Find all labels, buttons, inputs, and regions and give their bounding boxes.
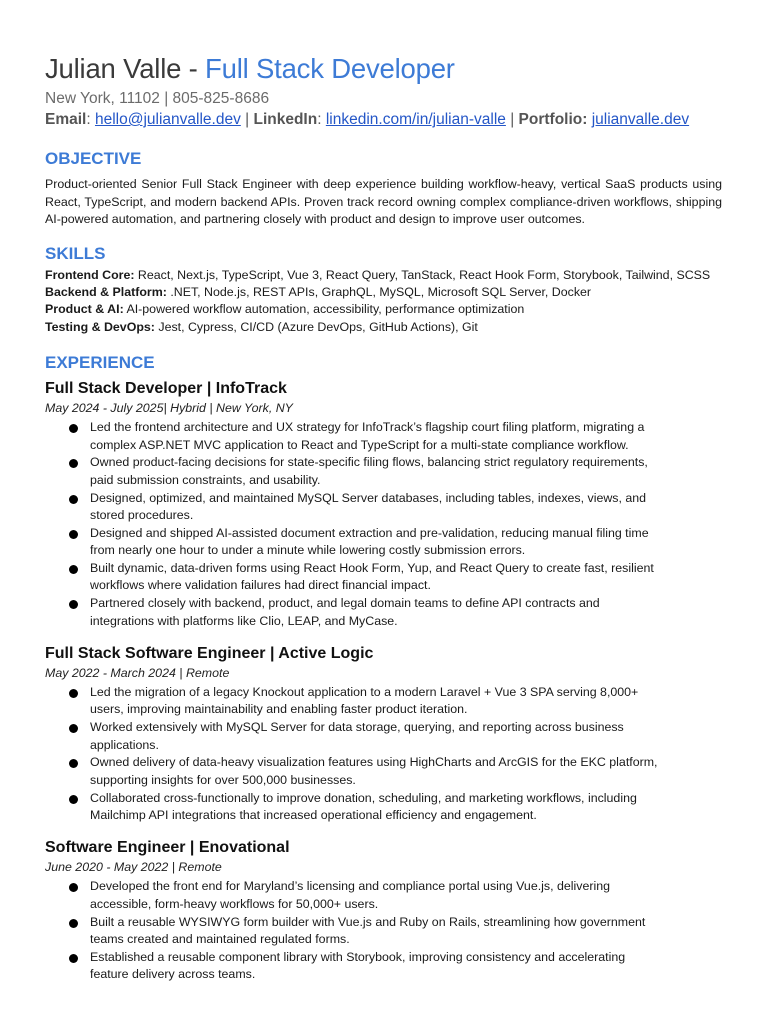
skill-value: AI-powered workflow automation, accessibility, performance optimization — [123, 302, 525, 317]
bullet-text: Designed and shipped AI-assisted document extraction and pre-validation, reducing manual filing time from nearly one hour to under a minute while lowering costly submission errors. — [90, 525, 649, 558]
bullet-icon — [69, 954, 78, 963]
job-title: Full Stack Software Engineer | Active Logic — [45, 644, 374, 662]
name-separator: - — [181, 53, 206, 84]
bullet-text: Owned product-facing decisions for state-specific filing flows, balancing strict regulatory requirements, paid submission constraints, and usability. — [90, 455, 648, 487]
bullet-text: Established a reusable component library with Storybook, improving consistency and accelerating feature delivery across teams. — [90, 949, 626, 982]
list-item — [45, 754, 722, 789]
skills-heading: SKILLS — [45, 243, 106, 263]
skill-label: Testing & DevOps: — [45, 319, 155, 334]
experience-heading: EXPERIENCE — [45, 353, 155, 373]
list-item — [45, 454, 722, 489]
email-link[interactable]: hello@julianvalle.dev — [94, 111, 241, 128]
bullet-icon — [69, 459, 78, 468]
bullet-text: Owned delivery of data-heavy visualization features using HighCharts and ArcGIS for the EKC platform, supporting insights for over 500,000 businesses. — [90, 755, 658, 787]
bullet-text: Collaborated cross-functionally to improve donation, scheduling, and marketing workflows, including Mailchimp API integrations that increased operational efficiency and engagement. — [90, 790, 637, 822]
skill-value: .NET, Node.js, REST APIs, GraphQL, MySQL, Microsoft SQL Server, Docker — [166, 284, 592, 299]
job-meta: June 2020 - May 2022 | Remote — [45, 860, 222, 875]
bullet-text: Partnered closely with backend, product, and legal domain teams to define API contracts and integrations with platforms like Clio, LEAP, and MyCase. — [90, 596, 600, 628]
job-bullets — [45, 419, 722, 630]
portfolio-label: Portfolio: — [518, 111, 588, 128]
bullet-icon — [69, 689, 78, 698]
location-phone: New York, 11102 | 805-825-8686 — [45, 90, 270, 107]
job-bullets — [45, 684, 722, 824]
bullet-text: Led the migration of a legacy Knockout application to a modern Laravel + Vue 3 SPA serving 8,000+ users, improving maintainability and enabling faster product iteration. — [90, 684, 639, 717]
bullet-icon — [69, 495, 78, 504]
list-item — [45, 684, 722, 719]
skill-value: Jest, Cypress, CI/CD (Azure DevOps, GitHub Actions), Git — [154, 319, 478, 334]
bullet-text: Built a reusable WYSIWYG form builder with Vue.js and Ruby on Rails, streamlining how government teams created and maintained regulated forms. — [90, 914, 646, 946]
bullet-text: Built dynamic, data-driven forms using React Hook Form, Yup, and React Query to create fast, resilient workflows where validation failures had direct financial impact. — [90, 560, 654, 593]
skill-value: React, Next.js, TypeScript, Vue 3, React Query, TanStack, React Hook Form, Storybook, Tailwind, SCSS — [134, 267, 711, 282]
list-item — [45, 560, 722, 595]
list-item — [45, 949, 722, 984]
objective-heading: OBJECTIVE — [45, 149, 142, 168]
bullet-icon — [69, 759, 78, 768]
job-title: Full Stack Developer | InfoTrack — [45, 380, 287, 398]
list-item — [45, 595, 722, 630]
bullet-icon — [69, 883, 78, 892]
skill-line — [45, 284, 722, 301]
contact-links: Email: hello@julianvalle.dev | LinkedIn: linkedin.com/in/julian-valle | Portfolio: julianvalle.dev — [45, 111, 690, 128]
list-item — [45, 914, 722, 949]
skill-line — [45, 267, 722, 284]
job-entry-active-logic — [45, 643, 722, 824]
list-item — [45, 878, 722, 913]
bullet-icon — [69, 724, 78, 733]
bullet-icon — [69, 600, 78, 609]
bullet-text: Worked extensively with MySQL Server for data storage, querying, and reporting across business applications. — [90, 720, 624, 752]
bullet-icon — [69, 424, 78, 433]
linkedin-link[interactable]: linkedin.com/in/julian-valle — [325, 111, 506, 128]
portfolio-link[interactable]: julianvalle.dev — [591, 111, 690, 128]
bullet-text: Led the frontend architecture and UX strategy for InfoTrack’s flagship court filing platform, migrating a complex ASP.NET MVC application to React and TypeScript for a multi-state compliance workflow. — [90, 420, 645, 452]
bullet-icon — [69, 530, 78, 539]
job-bullets — [45, 878, 722, 983]
skill-line — [45, 319, 722, 336]
bullet-text: Developed the front end for Maryland’s licensing and compliance portal using Vue.js, delivering accessible, form-heavy workflows for 50,000+ users. — [90, 879, 611, 911]
list-item — [45, 490, 722, 525]
job-title: Software Engineer | Enovational — [45, 839, 290, 857]
linkedin-label: LinkedIn — [253, 111, 318, 128]
objective-text: Product-oriented Senior Full Stack Engineer with deep experience building workflow-heavy, vertical SaaS products using React, TypeScript, and modern backend APIs. Proven track record owning complex compliance-driven workflows, shipping AI-powered automation, and partnering closely with product and design to improve user outcomes. — [45, 177, 722, 226]
skill-label: Backend & Platform: — [45, 284, 167, 299]
bullet-icon — [69, 795, 78, 804]
bullet-text: Designed, optimized, and maintained MySQL Server databases, including tables, indexes, views, and stored procedures. — [90, 490, 647, 522]
list-item — [45, 525, 722, 560]
email-label: Email — [45, 111, 87, 128]
list-item — [45, 790, 722, 825]
job-entry-infotrack — [45, 378, 722, 630]
bullet-icon — [69, 919, 78, 928]
skill-line — [45, 301, 722, 318]
job-meta: May 2022 - March 2024 | Remote — [45, 665, 230, 680]
list-item — [45, 719, 722, 754]
role-title: Full Stack Developer — [205, 53, 455, 84]
skill-label: Frontend Core: — [45, 267, 135, 282]
job-meta: May 2024 - July 2025| Hybrid | New York, NY — [45, 401, 293, 416]
list-item — [45, 419, 722, 454]
candidate-name: Julian Valle — [45, 53, 182, 84]
job-entry-enovational — [45, 837, 722, 983]
name-heading — [45, 52, 722, 86]
skills-list — [45, 267, 722, 337]
bullet-icon — [69, 565, 78, 574]
skill-label: Product & AI: — [45, 302, 124, 317]
